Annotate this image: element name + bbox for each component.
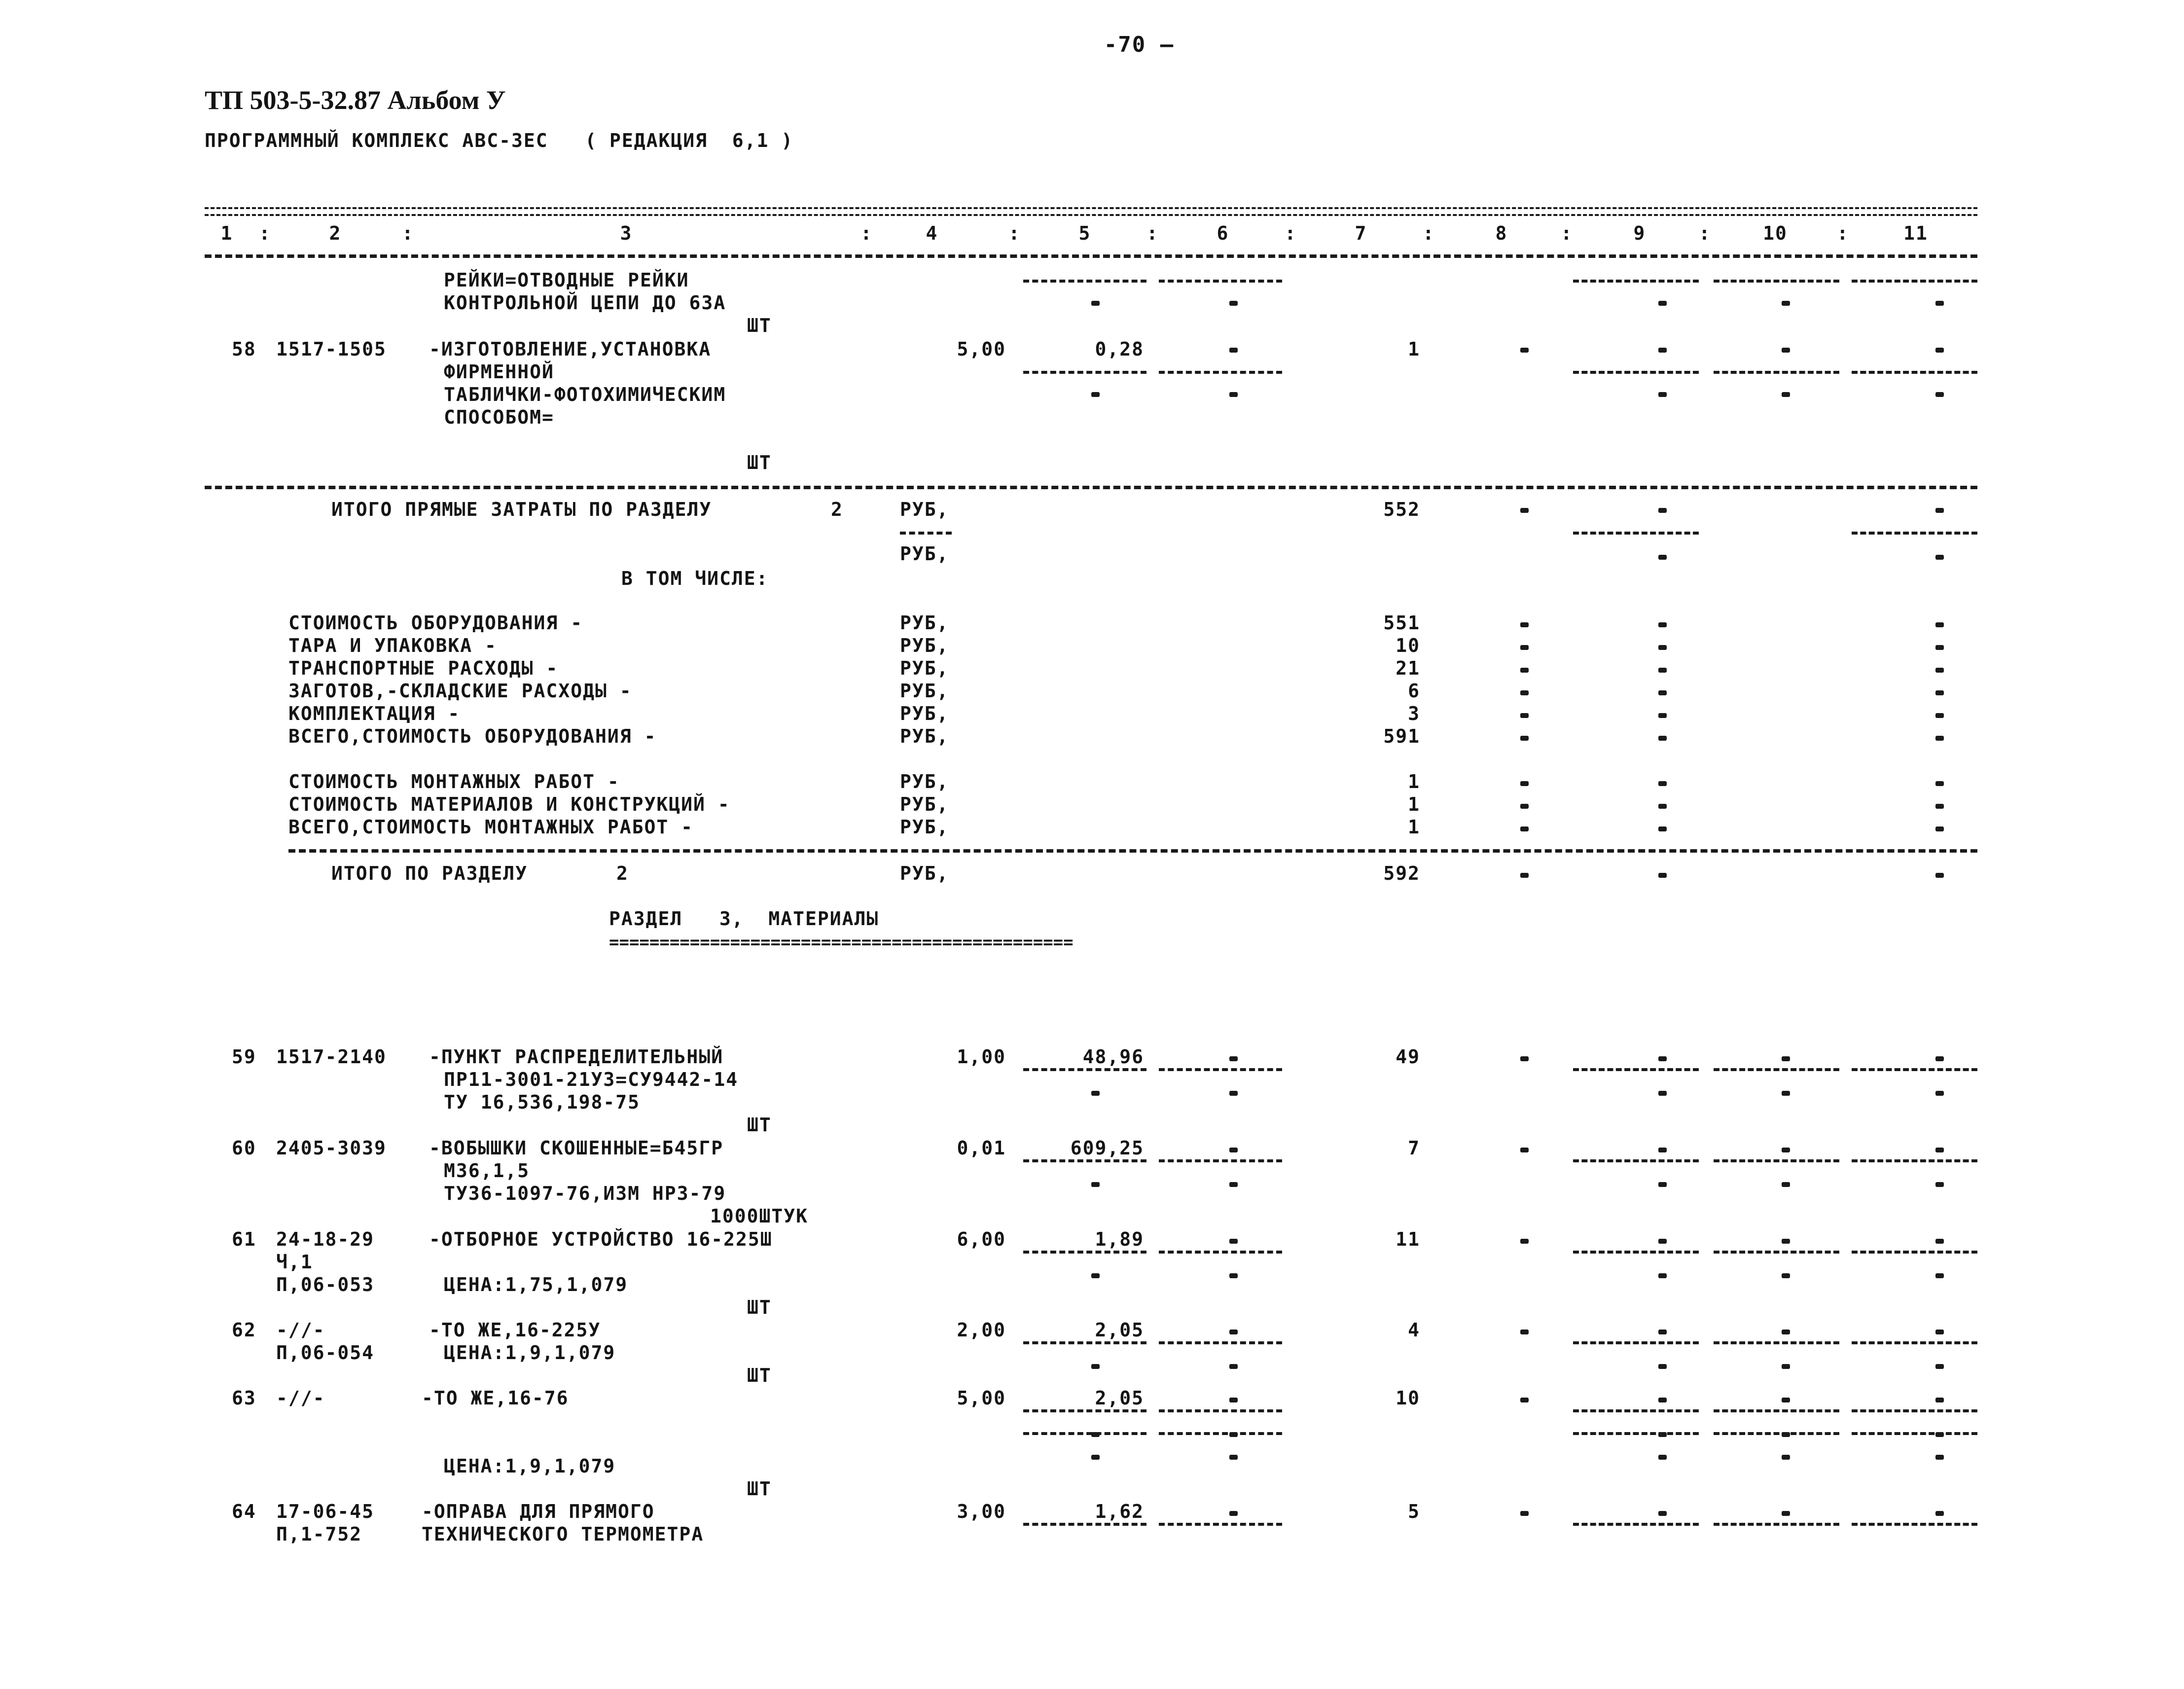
dash-mark <box>1520 348 1529 353</box>
row-price: 48,96 <box>1082 1046 1144 1068</box>
dash-seg <box>900 532 952 535</box>
dash-seg <box>1159 1159 1282 1162</box>
row-unit: ШТ <box>747 1114 772 1136</box>
summary-line-rub: РУБ, <box>900 635 949 656</box>
dash-seg <box>1573 532 1699 535</box>
cont-line-2: КОНТРОЛЬНОЙ ЦЕПИ ДО 63А <box>444 292 726 314</box>
dash-mark <box>1520 690 1529 695</box>
dash-mark <box>1229 1511 1238 1516</box>
dash-mark <box>1658 555 1667 560</box>
col-6: 6 <box>1217 222 1229 244</box>
dash-mark <box>1658 1056 1667 1061</box>
dash-mark <box>1658 301 1667 306</box>
program-title: ПРОГРАММНЫЙ КОМПЛЕКС АВС-3ЕС ( РЕДАКЦИЯ 6,1 ) <box>205 130 794 151</box>
dash-mark <box>1091 392 1100 397</box>
dash-mark <box>1935 1239 1944 1244</box>
dash-mark <box>1658 508 1667 513</box>
dash-mark <box>1782 1091 1790 1096</box>
dash-mark <box>1229 1148 1238 1152</box>
dash-mark <box>1782 1364 1790 1369</box>
dash-mark <box>1229 1182 1238 1187</box>
summary-line-value: 1 <box>1408 793 1420 815</box>
dash-mark <box>1782 1273 1790 1278</box>
row-desc: ЦЕНА:1,9,1,079 <box>444 1455 616 1477</box>
dash-seg <box>1023 1523 1146 1526</box>
col-separator: : <box>1837 222 1849 244</box>
dash-mark <box>1229 1364 1238 1369</box>
row-price: 1,89 <box>1095 1228 1144 1250</box>
dash-seg <box>1159 371 1282 374</box>
dash-seg <box>1573 1432 1699 1435</box>
dash-mark <box>1935 1455 1944 1460</box>
dash-mark <box>1782 1148 1790 1152</box>
row-desc: -ОПРАВА ДЛЯ ПРЯМОГО <box>422 1501 655 1522</box>
dash-seg <box>1852 532 1977 535</box>
row-desc: ТАБЛИЧКИ-ФОТОХИМИЧЕСКИМ <box>444 384 726 405</box>
dash-seg <box>1573 1068 1699 1071</box>
dash-mark <box>1658 1364 1667 1369</box>
dash-mark <box>1658 827 1667 831</box>
dash-seg <box>1852 1523 1977 1526</box>
row-unit: ШТ <box>747 452 772 473</box>
dash-mark <box>1658 1398 1667 1402</box>
dash-seg <box>1852 1341 1977 1344</box>
dash-seg <box>1714 1432 1839 1435</box>
row-desc: ТЕХНИЧЕСКОГО ТЕРМОМЕТРА <box>422 1523 704 1545</box>
row-qty: 2,00 <box>957 1319 1006 1341</box>
summary-line-label: СТОИМОСТЬ ОБОРУДОВАНИЯ - <box>288 612 583 634</box>
dash-mark <box>1520 645 1529 650</box>
dash-mark <box>1520 1330 1529 1334</box>
summary-line-label: ВСЕГО,СТОИМОСТЬ МОНТАЖНЫХ РАБОТ - <box>288 816 693 838</box>
dash-seg <box>1023 1068 1146 1071</box>
summary-line-label: ВСЕГО,СТОИМОСТЬ ОБОРУДОВАНИЯ - <box>288 725 657 747</box>
dash-seg <box>1852 371 1977 374</box>
col-1: 1 <box>220 222 233 244</box>
dash-seg <box>1023 1159 1146 1162</box>
col-10: 10 <box>1763 222 1788 244</box>
section-total-label: ИТОГО ПО РАЗДЕЛУ <box>331 862 528 884</box>
dash-seg <box>1714 1251 1839 1254</box>
dash-seg <box>1852 1159 1977 1162</box>
dash-mark <box>1935 690 1944 695</box>
table-top-rule <box>205 207 1977 216</box>
row-desc: ЦЕНА:1,9,1,079 <box>444 1342 616 1364</box>
summary-line-rub: РУБ, <box>900 703 949 724</box>
dash-mark <box>1658 1455 1667 1460</box>
dash-mark <box>1091 301 1100 306</box>
dash-seg <box>1023 1432 1146 1435</box>
dash-mark <box>1520 508 1529 513</box>
col-2: 2 <box>329 222 342 244</box>
row-desc: ПР11-3001-21У3=СУ9442-14 <box>444 1069 739 1090</box>
summary-line-value: 551 <box>1383 612 1420 634</box>
dash-mark <box>1520 1239 1529 1244</box>
dash-mark <box>1935 622 1944 627</box>
dash-mark <box>1520 804 1529 809</box>
col-separator: : <box>402 222 414 244</box>
row-qty: 6,00 <box>957 1228 1006 1250</box>
dash-mark <box>1091 1091 1100 1096</box>
row-code-3: П,1-752 <box>276 1523 362 1545</box>
row-price: 2,05 <box>1095 1387 1144 1409</box>
dash-mark <box>1658 622 1667 627</box>
dash-mark <box>1658 645 1667 650</box>
row-desc: -ОТБОРНОЕ УСТРОЙСТВО 16-225Ш <box>429 1228 773 1250</box>
dash-seg <box>1573 1341 1699 1344</box>
col-4: 4 <box>926 222 938 244</box>
dash-seg <box>1159 1251 1282 1254</box>
col-9: 9 <box>1633 222 1646 244</box>
dash-mark <box>1229 1091 1238 1096</box>
dash-mark <box>1935 1148 1944 1152</box>
row-num: 62 <box>232 1319 256 1341</box>
dash-mark <box>1935 1330 1944 1334</box>
dash-seg <box>1852 1432 1977 1435</box>
summary-line-rub: РУБ, <box>900 771 949 792</box>
dash-seg <box>1852 1251 1977 1254</box>
section-3-underline: ============================================== <box>609 933 1074 952</box>
row-num: 63 <box>232 1387 256 1409</box>
col-11: 11 <box>1903 222 1928 244</box>
dash-seg <box>1159 1523 1282 1526</box>
section-rule <box>205 486 1977 489</box>
dash-seg <box>1023 1409 1146 1412</box>
page-number: -70 — <box>1104 32 1175 57</box>
row-qty: 0,01 <box>957 1137 1006 1159</box>
row-code: 2405-3039 <box>276 1137 387 1159</box>
row-total: 10 <box>1396 1387 1420 1409</box>
dash-seg <box>1159 1432 1282 1435</box>
row-total: 4 <box>1408 1319 1420 1341</box>
row-unit: ШТ <box>747 1296 772 1318</box>
col-separator: : <box>1008 222 1021 244</box>
dash-seg <box>1714 1068 1839 1071</box>
dash-seg <box>1714 1341 1839 1344</box>
dash-seg <box>1159 1409 1282 1412</box>
summary-line-value: 10 <box>1396 635 1420 656</box>
col-separator: : <box>1561 222 1573 244</box>
summary-line-value: 21 <box>1396 657 1420 679</box>
dash-seg <box>1573 1409 1699 1412</box>
dash-mark <box>1520 622 1529 627</box>
dash-mark <box>1782 301 1790 306</box>
dash-mark <box>1782 1182 1790 1187</box>
row-desc: ТУ 16,536,198-75 <box>444 1091 641 1113</box>
dash-mark <box>1091 1273 1100 1278</box>
dash-mark <box>1782 1511 1790 1516</box>
row-unit: ШТ <box>747 1365 772 1386</box>
col-separator: : <box>1699 222 1711 244</box>
row-code: 24-18-29 <box>276 1228 375 1250</box>
dash-mark <box>1935 668 1944 673</box>
summary-line-label: СТОИМОСТЬ МОНТАЖНЫХ РАБОТ - <box>288 771 620 792</box>
direct-costs-rub: РУБ, <box>900 499 949 520</box>
dash-seg <box>1023 1251 1146 1254</box>
dash-mark <box>1658 781 1667 786</box>
summary-line-value: 1 <box>1408 816 1420 838</box>
including-label: В ТОМ ЧИСЛЕ: <box>621 568 769 589</box>
dash-seg <box>1852 1409 1977 1412</box>
section-total-value: 592 <box>1383 862 1420 884</box>
dash-mark <box>1782 392 1790 397</box>
dash-mark <box>1520 781 1529 786</box>
row-qty: 3,00 <box>957 1501 1006 1522</box>
dash-mark <box>1782 1056 1790 1061</box>
dash-mark <box>1782 1239 1790 1244</box>
dash-mark <box>1520 713 1529 718</box>
dash-mark <box>1935 713 1944 718</box>
dash-mark <box>1658 668 1667 673</box>
dash-mark <box>1782 348 1790 353</box>
dash-mark <box>1520 1511 1529 1516</box>
col-8: 8 <box>1495 222 1508 244</box>
dash-mark <box>1935 1273 1944 1278</box>
dash-mark <box>1935 804 1944 809</box>
dash-mark <box>1782 1330 1790 1334</box>
row-desc: -ТО ЖЕ,16-76 <box>422 1387 569 1409</box>
row-code: 17-06-45 <box>276 1501 375 1522</box>
dash-mark <box>1935 555 1944 560</box>
dash-mark <box>1658 690 1667 695</box>
dash-mark <box>1935 1091 1944 1096</box>
dash-mark <box>1782 1455 1790 1460</box>
row-price: 2,05 <box>1095 1319 1144 1341</box>
summary-line-value: 3 <box>1408 703 1420 724</box>
dash-seg <box>1573 280 1699 283</box>
dash-mark <box>1091 1182 1100 1187</box>
dash-mark <box>1935 781 1944 786</box>
dash-seg <box>1159 280 1282 283</box>
summary-line-rub: РУБ, <box>900 657 949 679</box>
row-price: 0,28 <box>1095 338 1144 360</box>
summary-line-rub: РУБ, <box>900 680 949 702</box>
dash-mark <box>1520 668 1529 673</box>
summary-line-label: ТАРА И УПАКОВКА - <box>288 635 497 656</box>
row-code: 1517-1505 <box>276 338 387 360</box>
row-qty: 5,00 <box>957 338 1006 360</box>
dash-mark <box>1520 873 1529 878</box>
dash-mark <box>1229 1455 1238 1460</box>
dash-mark <box>1520 736 1529 741</box>
dash-seg <box>1714 1409 1839 1412</box>
summary-line-value: 1 <box>1408 771 1420 792</box>
dash-mark <box>1091 1455 1100 1460</box>
dash-mark <box>1091 1364 1100 1369</box>
row-unit: 1000ШТУК <box>710 1205 809 1227</box>
dash-mark <box>1935 1511 1944 1516</box>
summary-line-label: КОМПЛЕКТАЦИЯ - <box>288 703 461 724</box>
row-code-2: Ч,1 <box>276 1251 313 1273</box>
dash-mark <box>1935 1056 1944 1061</box>
col-separator: : <box>1423 222 1435 244</box>
dash-mark <box>1935 348 1944 353</box>
dash-mark <box>1229 1330 1238 1334</box>
dash-mark <box>1229 348 1238 353</box>
summary-line-label: ТРАНСПОРТНЫЕ РАСХОДЫ - <box>288 657 559 679</box>
summary-line-label: ЗАГОТОВ,-СКЛАДСКИЕ РАСХОДЫ - <box>288 680 632 702</box>
dash-mark <box>1658 392 1667 397</box>
row-desc: -ВОБЫШКИ СКОШЕННЫЕ=Б45ГР <box>429 1137 724 1159</box>
dash-mark <box>1658 713 1667 718</box>
dash-mark <box>1520 827 1529 831</box>
dash-mark <box>1229 301 1238 306</box>
cont-unit: ШТ <box>747 315 772 336</box>
dash-mark <box>1935 873 1944 878</box>
dash-mark <box>1935 392 1944 397</box>
dash-seg <box>1573 371 1699 374</box>
dash-mark <box>1229 392 1238 397</box>
row-desc: ФИРМЕННОЙ <box>444 361 554 383</box>
dash-mark <box>1520 1148 1529 1152</box>
row-num: 61 <box>232 1228 256 1250</box>
dash-mark <box>1229 1239 1238 1244</box>
dash-mark <box>1229 1273 1238 1278</box>
row-total: 11 <box>1396 1228 1420 1250</box>
col-3: 3 <box>620 222 633 244</box>
dash-mark <box>1520 1056 1529 1061</box>
dash-mark <box>1935 508 1944 513</box>
document-title: ТП 503-5-32.87 Альбом У <box>205 85 506 115</box>
row-code: 1517-2140 <box>276 1046 387 1068</box>
dash-seg <box>1573 1251 1699 1254</box>
dash-mark <box>1935 645 1944 650</box>
header-bottom-rule <box>205 254 1977 258</box>
row-code-3: П,06-053 <box>276 1274 375 1295</box>
dash-seg <box>1573 1523 1699 1526</box>
row-desc: -ТО ЖЕ,16-225У <box>429 1319 601 1341</box>
section-total-no: 2 <box>616 862 629 884</box>
direct-costs-total: 552 <box>1383 499 1420 520</box>
dash-seg <box>1714 1159 1839 1162</box>
col-separator: : <box>1285 222 1297 244</box>
row-total: 7 <box>1408 1137 1420 1159</box>
dash-mark <box>1658 1273 1667 1278</box>
dash-mark <box>1658 1239 1667 1244</box>
row-qty: 1,00 <box>957 1046 1006 1068</box>
row-price: 1,62 <box>1095 1501 1144 1522</box>
summary-line-rub: РУБ, <box>900 612 949 634</box>
row-total: 49 <box>1396 1046 1420 1068</box>
summary-line-rub: РУБ, <box>900 816 949 838</box>
summary-line-rub: РУБ, <box>900 725 949 747</box>
dash-seg <box>1852 1068 1977 1071</box>
dash-mark <box>1935 827 1944 831</box>
summary-line-value: 6 <box>1408 680 1420 702</box>
row-qty: 5,00 <box>957 1387 1006 1409</box>
dash-mark <box>1658 1511 1667 1516</box>
col-separator: : <box>860 222 873 244</box>
col-5: 5 <box>1078 222 1091 244</box>
row-code: -//- <box>276 1387 325 1409</box>
row-desc: -ИЗГОТОВЛЕНИЕ,УСТАНОВКА <box>429 338 712 360</box>
row-num: 58 <box>232 338 256 360</box>
summary-line-rub: РУБ, <box>900 793 949 815</box>
row-price: 609,25 <box>1070 1137 1144 1159</box>
col-7: 7 <box>1355 222 1367 244</box>
dash-mark <box>1229 1398 1238 1402</box>
row-num: 64 <box>232 1501 256 1522</box>
dash-mark <box>1658 1182 1667 1187</box>
dash-mark <box>1782 1398 1790 1402</box>
section-total-rub: РУБ, <box>900 862 949 884</box>
col-separator: : <box>1146 222 1159 244</box>
dash-mark <box>1935 1398 1944 1402</box>
row-num: 59 <box>232 1046 256 1068</box>
dash-seg <box>1714 371 1839 374</box>
col-separators: : <box>259 222 271 244</box>
row-desc: М36,1,5 <box>444 1160 530 1182</box>
summary-line-label: СТОИМОСТЬ МАТЕРИАЛОВ И КОНСТРУКЦИЙ - <box>288 793 730 815</box>
dash-mark <box>1935 1182 1944 1187</box>
dash-mark <box>1229 1056 1238 1061</box>
dash-mark <box>1658 736 1667 741</box>
section-rule <box>288 849 1977 853</box>
row-desc: СПОСОБОМ= <box>444 406 554 428</box>
row-code: -//- <box>276 1319 325 1341</box>
section-3-title: РАЗДЕЛ 3, МАТЕРИАЛЫ <box>609 908 879 930</box>
dash-seg <box>1714 280 1839 283</box>
row-num: 60 <box>232 1137 256 1159</box>
row-desc: ЦЕНА:1,75,1,079 <box>444 1274 628 1295</box>
dash-seg <box>1023 280 1146 283</box>
row-total: 5 <box>1408 1501 1420 1522</box>
dash-mark <box>1935 736 1944 741</box>
dash-mark <box>1935 1364 1944 1369</box>
summary-line-value: 591 <box>1383 725 1420 747</box>
dash-seg <box>1023 371 1146 374</box>
row-code-3: П,06-054 <box>276 1342 375 1364</box>
dash-mark <box>1520 1398 1529 1402</box>
direct-costs-section: 2 <box>831 499 843 520</box>
row-desc: ТУ36-1097-76,ИЗМ НР3-79 <box>444 1183 726 1204</box>
row-total: 1 <box>1408 338 1420 360</box>
dash-seg <box>1159 1068 1282 1071</box>
dash-seg <box>1852 280 1977 283</box>
dash-seg <box>1714 1523 1839 1526</box>
dash-mark <box>1935 301 1944 306</box>
dash-mark <box>1658 1148 1667 1152</box>
dash-seg <box>1573 1159 1699 1162</box>
dash-mark <box>1658 1091 1667 1096</box>
dash-mark <box>1658 348 1667 353</box>
dash-mark <box>1658 804 1667 809</box>
row-desc: -ПУНКТ РАСПРЕДЕЛИТЕЛЬНЫЙ <box>429 1046 724 1068</box>
dash-seg <box>1023 1341 1146 1344</box>
direct-costs-rub-2: РУБ, <box>900 543 949 565</box>
dash-mark <box>1658 873 1667 878</box>
cont-line-1: РЕЙКИ=ОТВОДНЫЕ РЕЙКИ <box>444 269 689 291</box>
direct-costs-label: ИТОГО ПРЯМЫЕ ЗАТРАТЫ ПО РАЗДЕЛУ <box>331 499 712 520</box>
dash-mark <box>1658 1330 1667 1334</box>
row-unit: ШТ <box>747 1478 772 1500</box>
dash-seg <box>1159 1341 1282 1344</box>
